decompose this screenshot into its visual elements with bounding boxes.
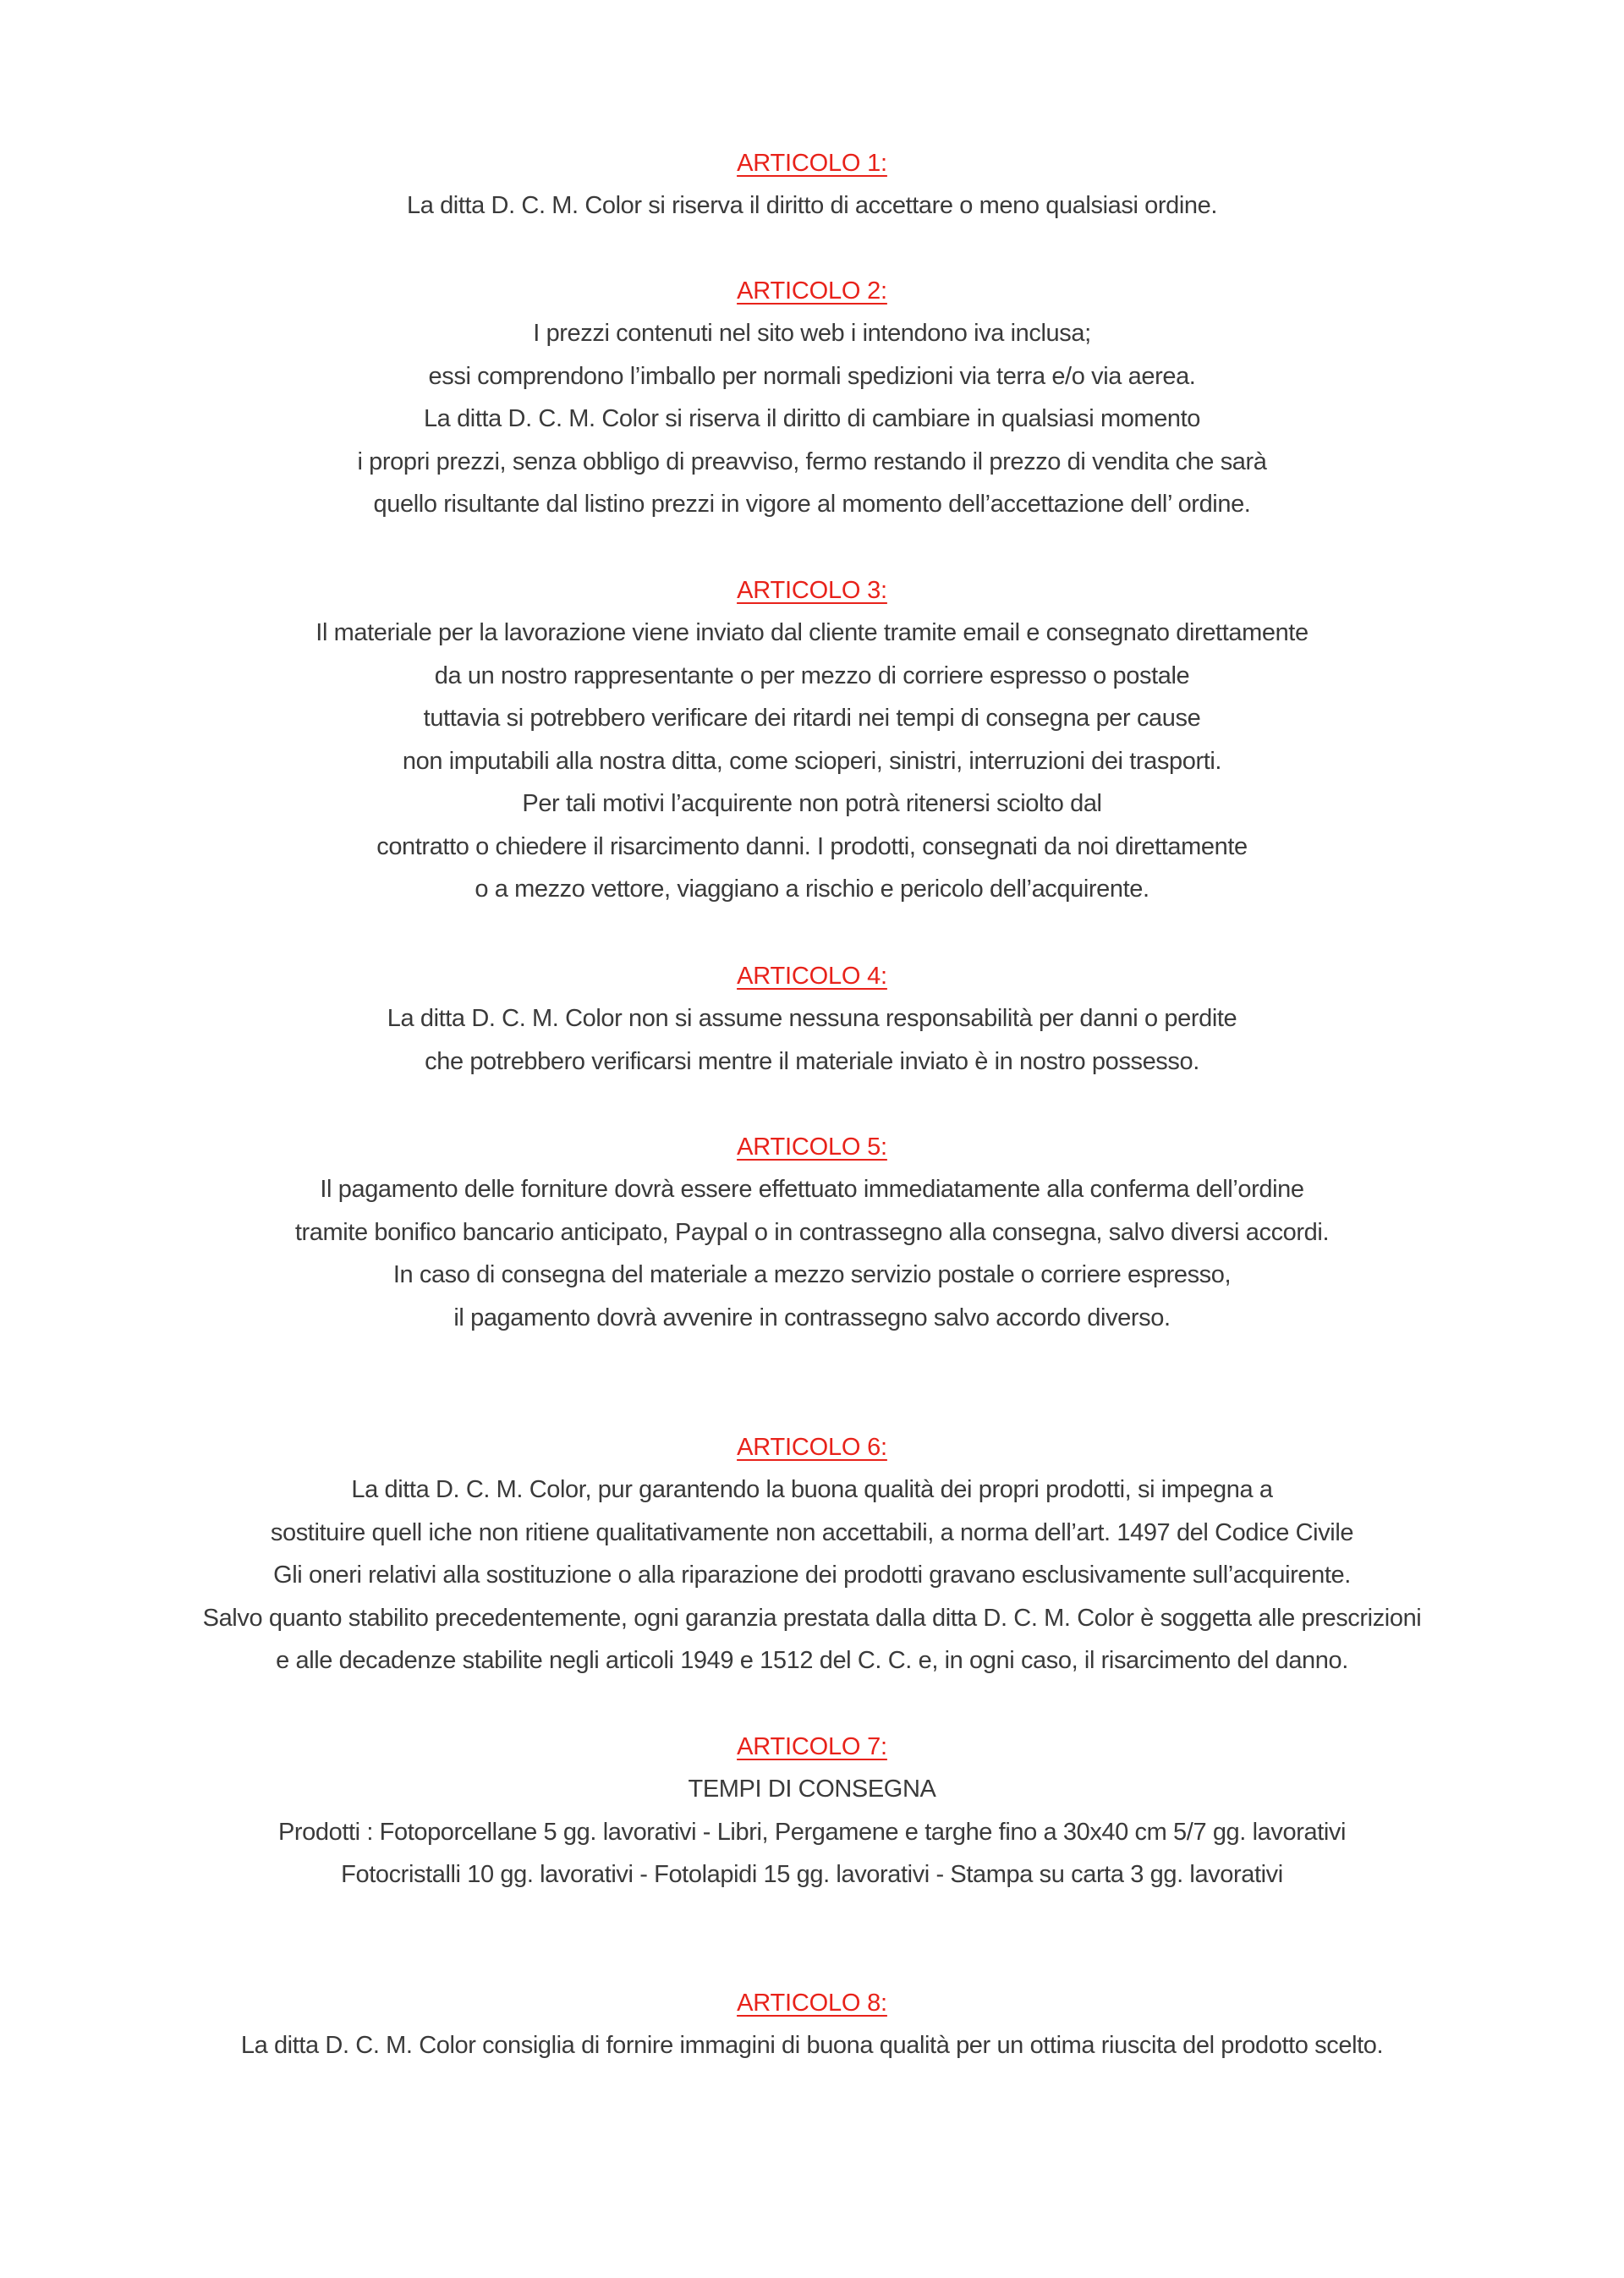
article-text-line: tramite bonifico bancario anticipato, Paypal o in contrassegno alla consegna, salvo diversi accordi. [294, 1218, 1330, 1246]
article-heading: ARTICOLO 8: [737, 1990, 887, 2017]
article-heading: ARTICOLO 3: [737, 577, 887, 604]
article-heading: ARTICOLO 6: [737, 1434, 887, 1461]
article-text-line: quello risultante dal listino prezzi in vigore al momento dell’accettazione dell’ ordine. [373, 491, 1251, 518]
article-4 [0, 955, 1624, 1083]
article-text-line: sostituire quell iche non ritiene qualitativamente non accettabili, a norma dell’art. 1497 del Codice Civile [270, 1518, 1354, 1546]
article-text-line: In caso di consegna del materiale a mezzo servizio postale o corriere espresso, [392, 1261, 1232, 1288]
article-6 [0, 1426, 1624, 1682]
article-text-line: contratto o chiedere il risarcimento danni. I prodotti, consegnati da noi direttamente [376, 832, 1248, 860]
article-text-line: tuttavia si potrebbero verificare dei ritardi nei tempi di consegna per cause [423, 705, 1201, 732]
article-heading: ARTICOLO 2: [737, 277, 887, 305]
article-text-line: Il pagamento delle forniture dovrà essere effettuato immediatamente alla conferma dell’ordine [320, 1176, 1304, 1203]
article-text-line: La ditta D. C. M. Color si riserva il diritto di cambiare in qualsiasi momento [423, 405, 1201, 432]
article-heading: ARTICOLO 1: [737, 150, 887, 177]
article-1 [0, 142, 1624, 228]
article-text-line: Per tali motivi l’acquirente non potrà ritenersi sciolto dal [522, 790, 1102, 817]
article-text-line: il pagamento dovrà avvenire in contrassegno salvo accordo diverso. [453, 1304, 1171, 1331]
article-text-line: La ditta D. C. M. Color consiglia di fornire immagini di buona qualità per un ottima riuscita del prodotto scelto. [240, 2032, 1384, 2059]
article-heading: ARTICOLO 5: [737, 1134, 887, 1161]
article-text-line: non imputabili alla nostra ditta, come scioperi, sinistri, interruzioni dei trasporti. [402, 747, 1222, 775]
article-heading: ARTICOLO 7: [737, 1733, 887, 1760]
article-subtitle: TEMPI DI CONSEGNA [688, 1776, 936, 1803]
article-text-line: Gli oneri relativi alla sostituzione o alla riparazione dei prodotti gravano esclusivamente sull’acquirente. [273, 1562, 1351, 1589]
article-text-line: Fotocristalli 10 gg. lavorativi - Fotolapidi 15 gg. lavorativi - Stampa su carta 3 gg. lavorativi [341, 1861, 1283, 1888]
article-heading: ARTICOLO 4: [737, 963, 887, 990]
article-text-line: essi comprendono l’imballo per normali spedizioni via terra e/o via aerea. [428, 362, 1196, 390]
article-text-line: Prodotti : Fotoporcellane 5 gg. lavorativi - Libri, Pergamene e targhe fino a 30x40 cm 5/7 gg. lavorativi [277, 1818, 1347, 1846]
article-7 [0, 1726, 1624, 1897]
article-text-line: e alle decadenze stabilite negli articoli 1949 e 1512 del C. C. e, in ogni caso, il risarcimento del danno. [276, 1647, 1348, 1674]
article-text-line: La ditta D. C. M. Color non si assume nessuna responsabilità per danni o perdite [387, 1005, 1237, 1032]
article-text-line: La ditta D. C. M. Color, pur garantendo la buona qualità dei propri prodotti, si impegna a [351, 1476, 1273, 1503]
article-3 [0, 569, 1624, 911]
article-text-line: Il materiale per la lavorazione viene inviato dal cliente tramite email e consegnato direttamente [315, 619, 1309, 646]
article-8 [0, 1982, 1624, 2067]
article-text-line: Salvo quanto stabilito precedentemente, ogni garanzia prestata dalla ditta D. C. M. Color è soggetta alle prescrizioni [202, 1604, 1422, 1632]
article-text-line: che potrebbero verificarsi mentre il materiale inviato è in nostro possesso. [425, 1047, 1199, 1075]
article-text-line: i propri prezzi, senza obbligo di preavviso, fermo restando il prezzo di vendita che sarà [357, 447, 1267, 475]
article-text-line: o a mezzo vettore, viaggiano a rischio e pericolo dell’acquirente. [475, 876, 1149, 903]
article-text-line: La ditta D. C. M. Color si riserva il diritto di accettare o meno qualsiasi ordine. [406, 192, 1218, 219]
article-2 [0, 270, 1624, 526]
article-5 [0, 1126, 1624, 1339]
article-text-line: I prezzi contenuti nel sito web i intendono iva inclusa; [533, 320, 1091, 347]
article-text-line: da un nostro rappresentante o per mezzo di corriere espresso o postale [434, 661, 1190, 689]
